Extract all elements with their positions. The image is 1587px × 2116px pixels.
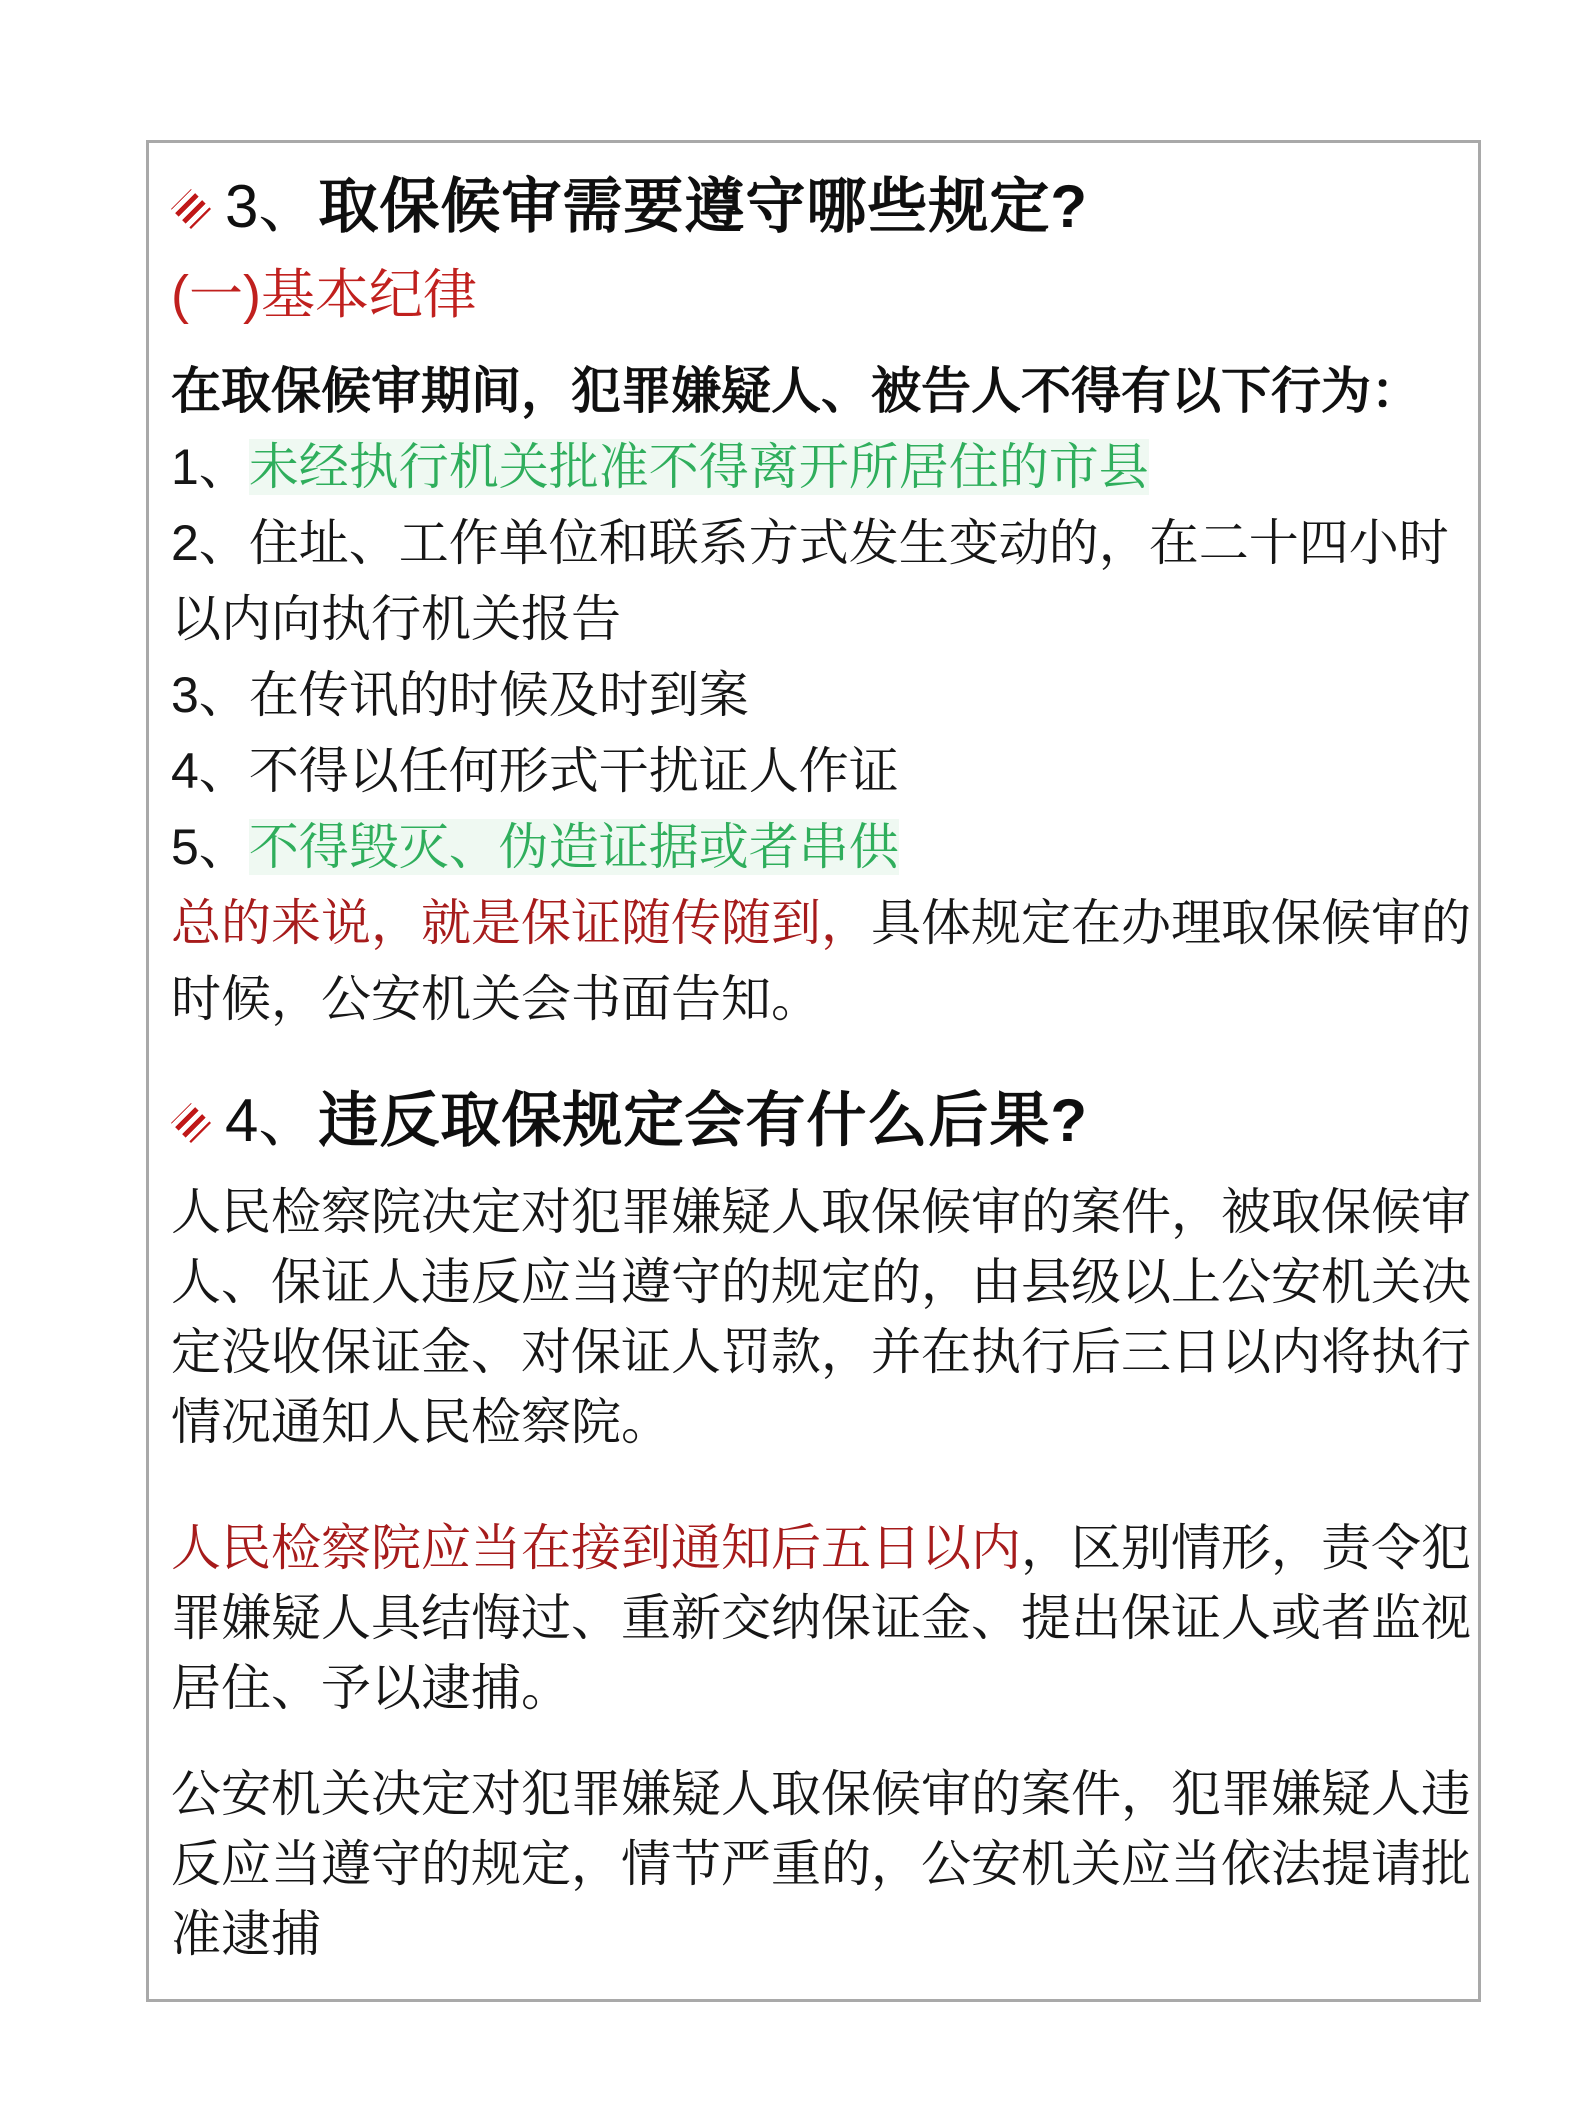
section3-number: 3、 bbox=[225, 173, 319, 240]
section4-paragraph-3: 公安机关决定对犯罪嫌疑人取保候审的案件，犯罪嫌疑人违反应当遵守的规定，情节严重的，公安机关应当依法提请批准逮捕 bbox=[171, 1766, 1471, 1962]
item-number: 5、 bbox=[171, 819, 249, 875]
paragraph-lead: 人民检察院应当在接到通知后五日以内 bbox=[171, 1520, 1021, 1576]
section4-number: 4、 bbox=[225, 1087, 319, 1154]
section3-heading bbox=[171, 167, 1481, 247]
content-card bbox=[146, 140, 1481, 2002]
section3-title: 取保候审需要遵守哪些规定? bbox=[318, 173, 1089, 240]
section3-summary bbox=[171, 885, 1481, 1037]
item-number: 4、 bbox=[171, 743, 249, 799]
summary-lead: 总的来说，就是保证随传随到， bbox=[171, 895, 871, 951]
section4-paragraph-1: 人民检察院决定对犯罪嫌疑人取保候审的案件，被取保候审人、保证人违反应当遵守的规定的，由县级以上公安机关决定没收保证金、对保证人罚款，并在执行后三日以内将执行情况通知人民检察院。 bbox=[171, 1184, 1471, 1450]
item-number: 2、 bbox=[171, 515, 249, 571]
striped-diamond-icon bbox=[171, 189, 211, 229]
list-item bbox=[171, 657, 1481, 733]
list-item bbox=[171, 733, 1481, 809]
item-text: 不得毁灭、伪造证据或者串供 bbox=[248, 819, 899, 875]
section4-heading bbox=[171, 1081, 1481, 1161]
item-text: 在传讯的时候及时到案 bbox=[248, 667, 749, 723]
item-text: 不得以任何形式干扰证人作证 bbox=[248, 743, 899, 799]
card-content bbox=[171, 167, 1481, 1969]
summary-rest: 具体规定在办理取保候审的时候，公安机关会书面告知。 bbox=[171, 895, 1471, 1027]
item-number: 3、 bbox=[171, 667, 249, 723]
item-text: 未经执行机关批准不得离开所居住的市县 bbox=[248, 439, 1149, 495]
list-item bbox=[171, 809, 1481, 885]
section3-intro: 在取保候审期间，犯罪嫌疑人、被告人不得有以下行为： bbox=[171, 363, 1421, 419]
list-item bbox=[171, 429, 1481, 505]
striped-diamond-icon bbox=[171, 1103, 211, 1143]
paragraph-rest: ，区别情形，责令犯罪嫌疑人具结悔过、重新交纳保证金、提出保证人或者监视居住、予以逮捕。 bbox=[171, 1520, 1471, 1716]
item-text: 住址、工作单位和联系方式发生变动的，在二十四小时以内向执行机关报告 bbox=[171, 515, 1449, 647]
section3-subtitle: (一)基本纪律 bbox=[171, 265, 477, 325]
list-item bbox=[171, 505, 1481, 657]
item-number: 1、 bbox=[171, 439, 249, 495]
section4-paragraph-2 bbox=[171, 1513, 1481, 1723]
section4-title: 违反取保规定会有什么后果? bbox=[318, 1087, 1089, 1154]
